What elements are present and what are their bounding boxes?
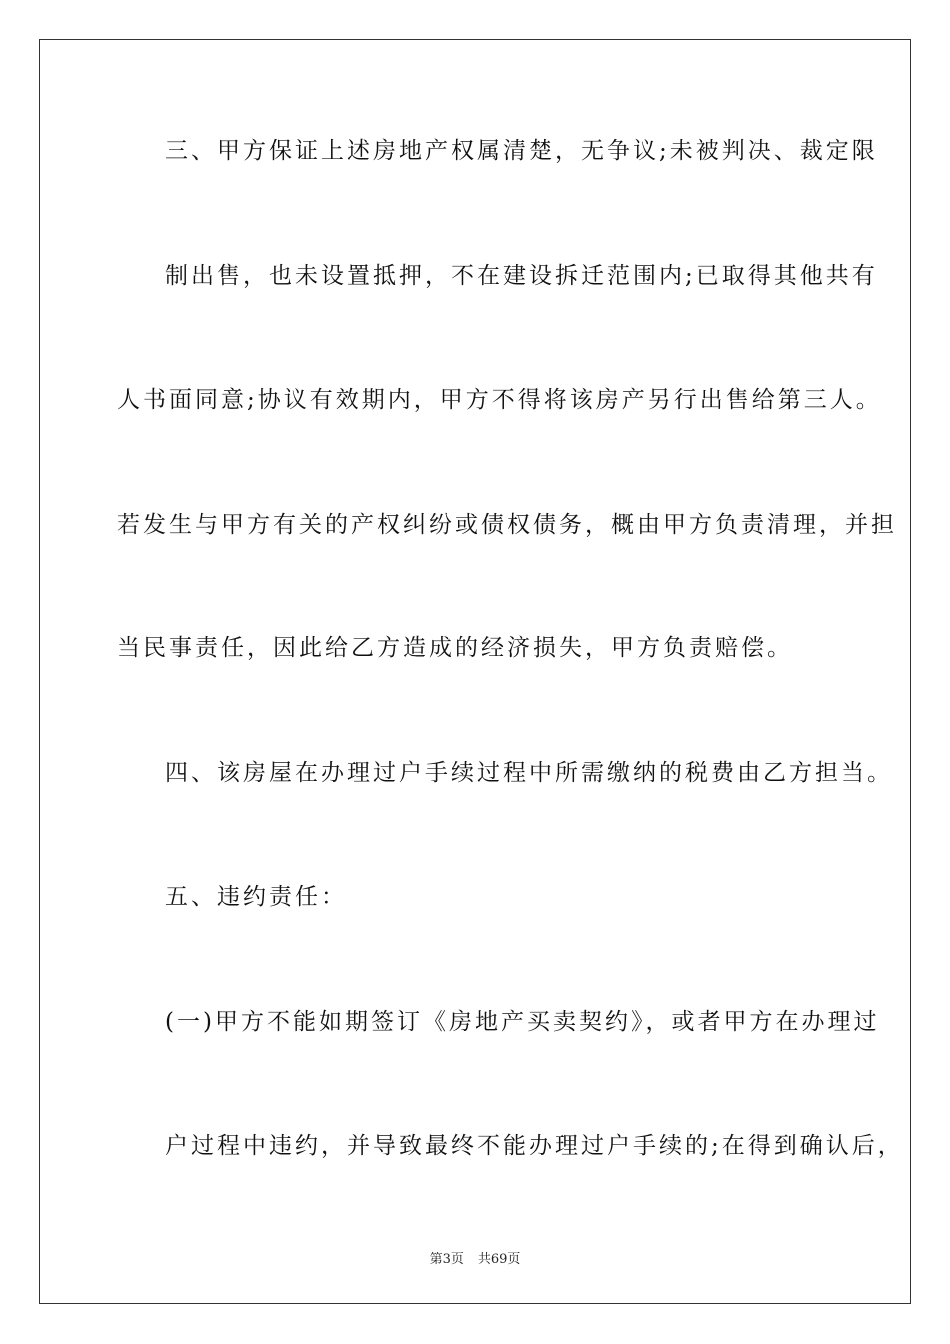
paragraph-line: (一)甲方不能如期签订《房地产买卖契约》，或者甲方在办理过 (165, 1009, 880, 1035)
paragraph-line: 五、违约责任： (165, 884, 347, 910)
paragraph-line: 人书面同意;协议有效期内，甲方不得将该房产另行出售给第三人。 (117, 387, 882, 413)
paragraph-line: 户过程中违约，并导致最终不能办理过户手续的;在得到确认后， (165, 1133, 904, 1159)
paragraph-line: 四、该房屋在办理过户手续过程中所需缴纳的税费由乙方担当。 (165, 760, 893, 786)
paragraph-line: 若发生与甲方有关的产权纠纷或债权债务，概由甲方负责清理，并担 (117, 512, 897, 538)
page-border (39, 39, 911, 1304)
paragraph-line: 制出售，也未设置抵押，不在建设拆迁范围内;已取得其他共有 (165, 263, 878, 289)
paragraph-line: 当民事责任，因此给乙方造成的经济损失，甲方负责赔偿。 (117, 635, 793, 661)
paragraph-line: 三、甲方保证上述房地产权属清楚，无争议;未被判决、裁定限 (165, 138, 878, 164)
page-number: 第3页 (429, 1252, 464, 1267)
page-total: 共69页 (477, 1252, 521, 1267)
page-footer (0, 1248, 950, 1267)
